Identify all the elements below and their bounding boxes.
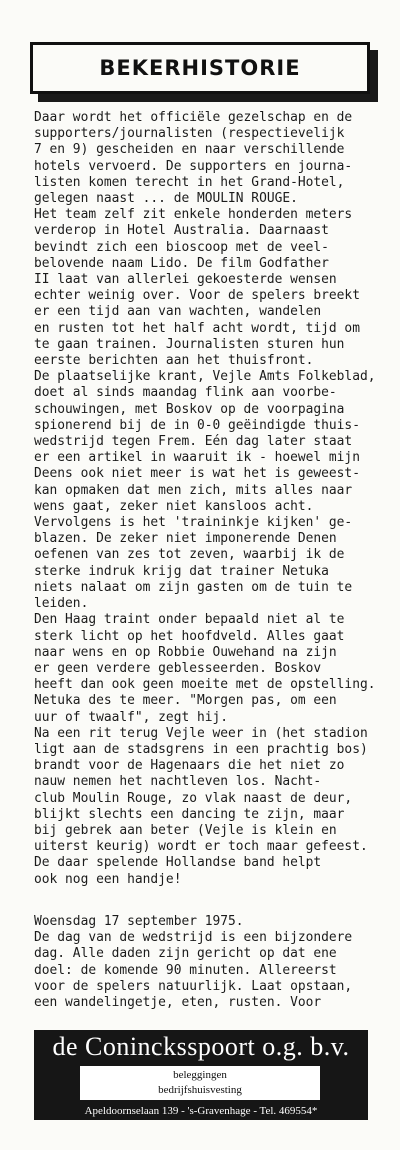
article-body: Daar wordt het officiële gezelschap en de supporters/journalisten (respectievelijk 7 en 9) gescheiden en naar verschillende hotels vervoerd. De supporters en journa- listen komen terecht in het Grand-Hotel, gelegen naast ... de MOULIN ROUGE. Het team zelf zit enkele honderden meters verderop in Hotel Australia. Daarnaast bevindt zich een bioscoop met de veel- belovende naam Lido. De film Godfather II laat van allerlei gekoesterde wensen echter weinig over. Voor de spelers breekt er een tijd aan van wachten, wandelen en rusten tot het half acht wordt, tijd om te gaan trainen. Journalisten sturen hun eerste berichten aan het thuisfront. De plaatselijke krant, Vejle Amts Folkeblad, doet al sinds maandag flink aan voorbe- schouwingen, met Boskov op de voorpagina spionerend bij de in 0-0 geëindigde thuis- wedstrijd tegen Frem. Eén dag later staat er een artikel in waaruit ik - hoewel mijn Deens ook niet meer is wat het is geweest- kan opmaken dat men zich, mits alles naar wens gaat, zeker niet kansloos acht. Vervolgens is het 'traininkje kijken' ge- blazen. De zeker niet imponerende Denen oefenen van zes tot zeven, waarbij ik de sterke indruk krijg dat trainer Netuka niets nalaat om zijn gasten om de tuin te leiden. Den Haag traint onder bepaald niet al te sterk licht op het hoofdveld. Alles gaat naar wens en op Robbie Ouwehand na zijn er geen verdere geblesseerden. Boskov heeft dan ook geen moeite met de opstelling. Netuka des te meer. "Morgen pas, om een uur of twaalf", zegt hij. Na een rit terug Vejle weer in (het stadion ligt aan de stadsgrens in een prachtig bos) brandt voor de Hagenaars die het niet zo nauw nemen het nachtleven los. Nacht- club Moulin Rouge, zo vlak naast de deur, blijkt slechts een dancing te zijn, maar bij gebrek aan beter (Vejle is klein en uiterst keurig) wordt er toch maar gefeest. De daar spelende Hollandse band helpt ook nog een handje! (34, 110, 376, 887)
header-frame (30, 42, 370, 94)
page-title: BEKERHISTORIE (99, 56, 301, 80)
header-box (30, 42, 370, 94)
ad-services-box (80, 1066, 320, 1100)
ad-address: Apeldoornselaan 139 - 's-Gravenhage - Tel. 469554* (84, 1105, 318, 1117)
advertisement (34, 1030, 368, 1120)
ad-service-line-1: beleggingen (173, 1069, 227, 1081)
ad-company-name: de Conincksspoort o.g. b.v. (52, 1032, 350, 1061)
ad-service-line-2: bedrijfshuisvesting (158, 1084, 242, 1096)
article-date-section: Woensdag 17 september 1975. De dag van de wedstrijd is een bijzondere dag. Alle daden zijn gericht op dat ene doel: de komende 90 minuten. Allereerst voor de spelers natuurlijk. Laat opstaan, een wandelingetje, eten, rusten. Voor (34, 914, 353, 1011)
